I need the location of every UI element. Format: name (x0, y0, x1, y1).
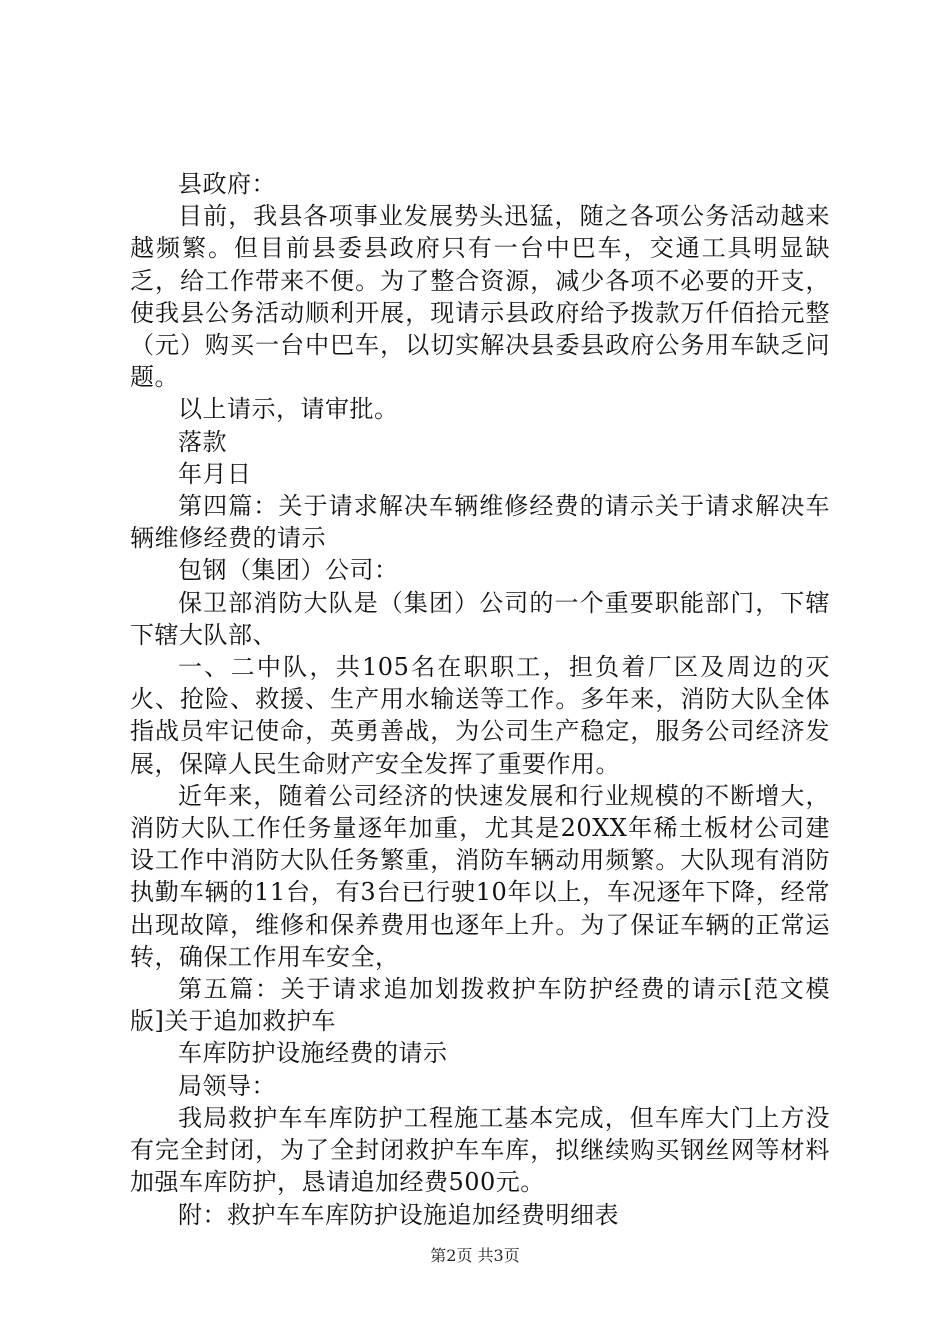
paragraph-fire-brigade-duties: 一、二中队，共105名在职职工，担负着厂区及周边的灭火、抢险、救援、生产用水输送等工作。多年来，消防大队全体指战员牢记使命，英勇善战，为公司生产稳定，服务公司经济发展，保障人民生命财产安全发挥了重要作用。 (130, 653, 830, 778)
salutation-county-government: 县政府： (178, 170, 276, 198)
paragraph-bus-request: 目前，我县各项事业发展势头迅猛，随之各项公务活动越来越频繁。但目前县委县政府只有一台中巴车，交通工具明显缺乏，给工作带来不便。为了整合资源，减少各项不必要的开支，使我县公务活动顺利开展，现请示县政府给予拨款万仟佰拾元整（元）购买一台中巴车，以切实解决县委县政府公务用车缺乏问题。 (130, 202, 830, 392)
section-heading-part-five: 第五篇：关于请求追加划拨救护车防护经费的请示[范文模版]关于追加救护车 (130, 975, 830, 1036)
page-footer: 第2页 共3页 (430, 1246, 520, 1265)
paragraph-vehicle-condition: 近年来，随着公司经济的快速发展和行业规模的不断增大，消防大队工作任务量逐年加重，尤其是20XX年稀土板材公司建设工作中消防大队任务繁重，消防车辆动用频繁。大队现有消防执勤车辆的11台，有3台已行驶10年以上，车况逐年下降，经常出现故障，维修和保养费用也逐年上升。为了保证车辆的正常运转，确保工作用车安全， (130, 781, 830, 971)
paragraph-approval-request: 以上请示，请审批。 (178, 395, 399, 424)
date-line: 年月日 (178, 459, 252, 488)
salutation-bureau-leaders: 局领导： (178, 1071, 276, 1100)
salutation-baogang: 包钢（集团）公司： (178, 556, 399, 585)
section-heading-part-five-continued: 车库防护设施经费的请示 (178, 1039, 448, 1068)
section-heading-part-four: 第四篇：关于请求解决车辆维修经费的请示关于请求解决车辆维修经费的请示 (130, 492, 830, 553)
paragraph-fire-brigade-intro: 保卫部消防大队是（集团）公司的一个重要职能部门，下辖下辖大队部、 (130, 588, 830, 649)
document-body (130, 168, 830, 1231)
attachment-line: 附：救护车车库防护设施追加经费明细表 (178, 1200, 619, 1229)
signature-line: 落款 (178, 427, 227, 456)
paragraph-garage-protection: 我局救护车车库防护工程施工基本完成，但车库大门上方没有完全封闭，为了全封闭救护车车库，拟继续购买钢丝网等材料加强车库防护，恳请追加经费500元。 (130, 1103, 830, 1197)
